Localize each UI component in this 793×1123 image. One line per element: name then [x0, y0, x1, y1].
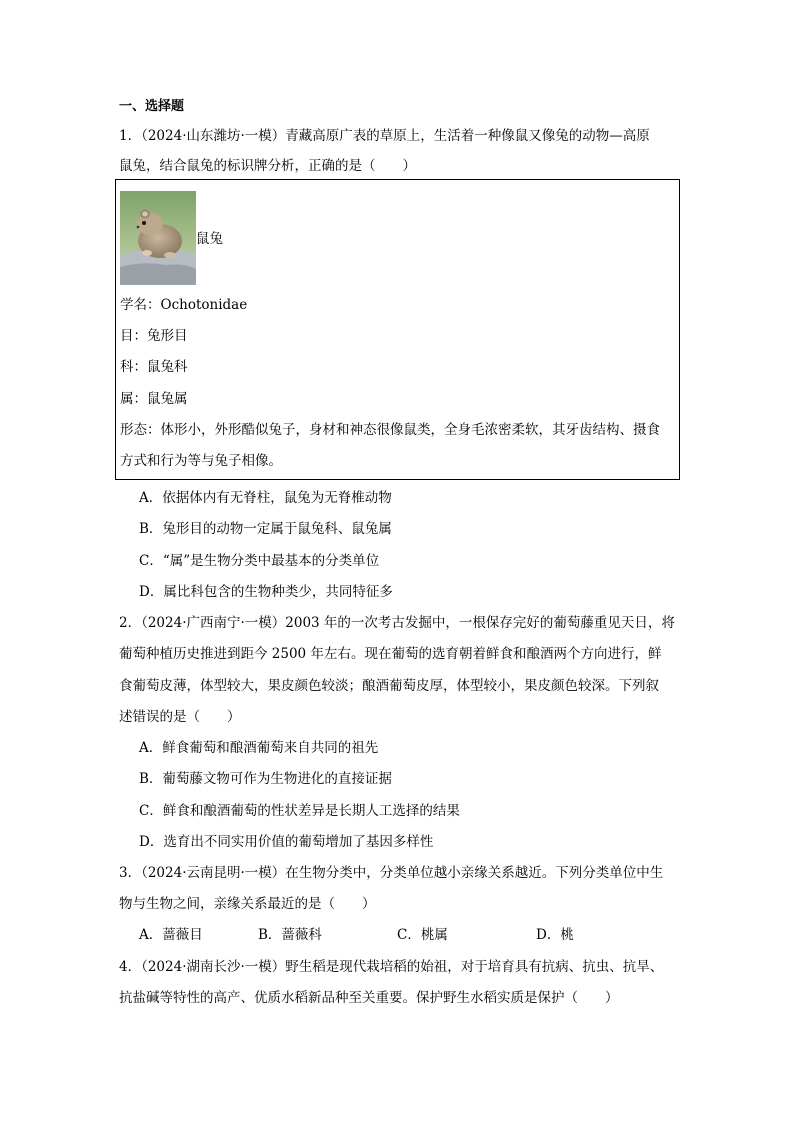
q4-stem-line1: 4．（2024·湖南长沙·一模）野生稻是现代栽培稻的始祖，对于培育具有抗病、抗虫、抗旱、: [119, 959, 664, 975]
q2-option-c: C．鲜食和酿酒葡萄的性状差异是长期人工选择的结果: [139, 803, 460, 819]
q2-stem-line1: 2．（2024·广西南宁·一模）2003 年的一次考古发掘中，一根保存完好的葡萄藤重见天日，将: [119, 615, 675, 631]
q3-option-a: A．蔷薇目: [139, 927, 203, 943]
q3-stem-line1: 3．（2024·云南昆明·一模）在生物分类中，分类单位越小亲缘关系越近。下列分类单位中生: [119, 865, 664, 881]
morphology-line1: 形态：体形小，外形酷似兔子，身材和神态很像鼠类，全身毛浓密柔软，其牙齿结构、摄食: [120, 422, 660, 438]
morphology-line2: 方式和行为等与兔子相像。: [120, 453, 282, 469]
pika-photo: [120, 191, 196, 285]
scientific-name: 学名：Ochotonidae: [120, 297, 248, 313]
q1-stem-line2: 鼠兔，结合鼠兔的标识牌分析，正确的是（ ）: [119, 158, 416, 174]
taxonomy-genus: 属：鼠兔属: [120, 391, 188, 407]
q2-option-d: D．选育出不同实用价值的葡萄增加了基因多样性: [139, 834, 434, 850]
q2-stem-line4: 述错误的是（ ）: [119, 709, 241, 725]
q2-stem-line3: 食葡萄皮薄，体型较大，果皮颜色较淡；酿酒葡萄皮厚，体型较小，果皮颜色较深。下列叙: [119, 678, 659, 694]
animal-name: 鼠兔: [196, 231, 223, 247]
q3-option-d: D．桃: [536, 927, 574, 943]
q1-stem-line1: 1．（2024·山东潍坊·一模）青藏高原广表的草原上，生活着一种像鼠又像兔的动物—高原: [119, 128, 650, 144]
q1-option-d: D．属比科包含的生物种类少，共同特征多: [139, 584, 393, 600]
q3-stem-line2: 物与生物之间，亲缘关系最近的是（ ）: [119, 896, 376, 912]
q4-stem-line2: 抗盐碱等特性的高产、优质水稻新品种至关重要。保护野生水稻实质是保护（ ）: [119, 990, 619, 1006]
q2-option-b: B．葡萄藤文物可作为生物进化的直接证据: [139, 771, 392, 787]
taxonomy-family: 科：鼠兔科: [120, 359, 188, 375]
section-title: 一、选择题: [119, 99, 185, 114]
q2-stem-line2: 葡萄种植历史推进到距今 2500 年左右。现在葡萄的选育朝着鲜食和酿酒两个方向进行，鲜: [119, 646, 662, 662]
q3-option-c: C．桃属: [397, 927, 448, 943]
q3-option-b: B．蔷薇科: [258, 927, 322, 943]
pika-info-card: [115, 179, 680, 480]
q1-option-b: B．兔形目的动物一定属于鼠兔科、鼠兔属: [139, 521, 392, 537]
q1-option-c: C．“属”是生物分类中最基本的分类单位: [139, 553, 380, 569]
q1-option-a: A．依据体内有无脊柱，鼠兔为无脊椎动物: [139, 490, 392, 506]
q2-option-a: A．鲜食葡萄和酿酒葡萄来自共同的祖先: [139, 740, 379, 756]
taxonomy-order: 目：兔形目: [120, 328, 188, 344]
